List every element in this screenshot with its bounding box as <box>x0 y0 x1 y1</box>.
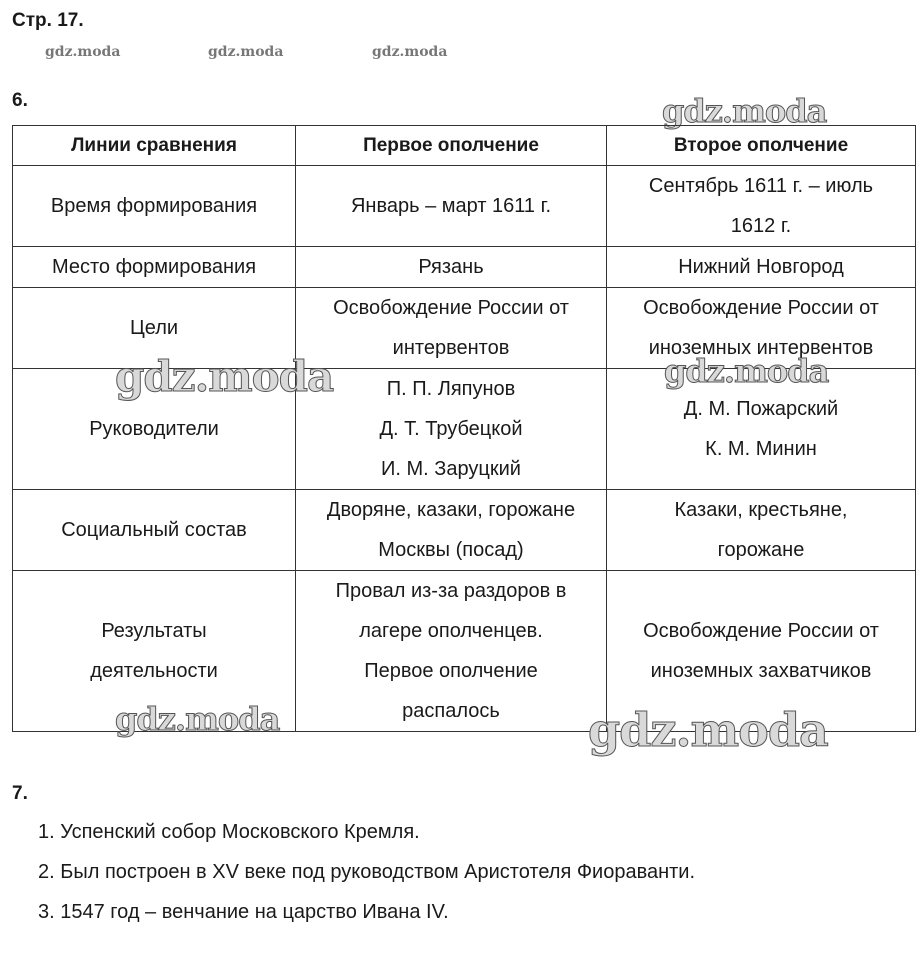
cell-text: Рязань <box>418 256 484 278</box>
cell-text: Д. М. Пожарский <box>683 398 839 420</box>
cell-text: Освобождение России от <box>333 297 569 319</box>
watermark: gdz.moda <box>115 352 334 401</box>
cell-text: Дворяне, казаки, горожане <box>326 499 576 521</box>
cell-text: деятельности <box>90 660 218 682</box>
cell-text: Сентябрь 1611 г. – июль <box>648 175 874 197</box>
cell-second <box>607 247 916 288</box>
watermark: gdz.moda <box>372 44 448 60</box>
cell-text: Москвы (посад) <box>378 539 524 561</box>
cell-text: К. М. Минин <box>705 438 817 460</box>
watermark: gdz.moda <box>208 44 284 60</box>
cell-text: П. П. Ляпунов <box>386 378 516 400</box>
page-label: Стр. 17. <box>12 10 84 31</box>
task7-answers <box>38 812 695 932</box>
column-header: Первое ополчение <box>296 126 607 166</box>
cell-text: распалось <box>402 700 500 722</box>
column-header: Линии сравнения <box>13 126 296 166</box>
cell-first <box>296 247 607 288</box>
cell-line <box>13 247 296 288</box>
watermark: gdz.moda <box>662 92 827 130</box>
cell-first <box>296 166 607 247</box>
cell-second <box>607 166 916 247</box>
cell-text: Освобождение России от <box>643 620 879 642</box>
cell-text: иноземных интервентов <box>648 337 874 359</box>
task7-number: 7. <box>12 783 28 804</box>
cell-text: 1612 г. <box>730 215 792 237</box>
watermark: gdz.moda <box>664 352 829 390</box>
cell-text: горожане <box>717 539 805 561</box>
cell-text: Время формирования <box>50 195 258 217</box>
answer-item: 2. Был построен в XV веке под руководством Аристотеля Фиораванти. <box>38 861 696 883</box>
table-row <box>13 247 916 288</box>
cell-text: Казаки, крестьяне, <box>674 499 848 521</box>
table-row <box>13 490 916 571</box>
cell-text: Социальный состав <box>61 519 247 541</box>
cell-text: Первое ополчение <box>364 660 538 682</box>
table-header-row <box>13 126 916 166</box>
cell-text: лагере ополченцев. <box>359 620 543 642</box>
cell-second <box>607 490 916 571</box>
task6-number: 6. <box>12 90 28 111</box>
cell-text: Место формирования <box>51 256 257 278</box>
cell-text: Освобождение России от <box>643 297 879 319</box>
cell-text: Руководители <box>89 418 219 440</box>
cell-first <box>296 288 607 369</box>
watermark: gdz.moda <box>115 700 280 738</box>
cell-text: Цели <box>129 317 179 339</box>
cell-first <box>296 490 607 571</box>
answer-item: 3. 1547 год – венчание на царство Ивана IV. <box>38 901 449 923</box>
watermark: gdz.moda <box>45 44 121 60</box>
cell-text: интервентов <box>392 337 510 359</box>
cell-text: иноземных захватчиков <box>650 660 872 682</box>
cell-first <box>296 369 607 490</box>
cell-line <box>13 166 296 247</box>
table-row <box>13 166 916 247</box>
comparison-table <box>12 125 916 732</box>
watermark: gdz.moda <box>588 703 828 757</box>
cell-text: И. М. Заруцкий <box>381 458 521 480</box>
cell-text: Нижний Новгород <box>678 256 844 278</box>
cell-text: Д. Т. Трубецкой <box>379 418 523 440</box>
cell-first <box>296 571 607 732</box>
cell-text: Январь – март 1611 г. <box>350 195 552 217</box>
cell-line <box>13 490 296 571</box>
column-header: Второе ополчение <box>607 126 916 166</box>
cell-text: Провал из-за раздоров в <box>335 580 567 602</box>
answer-item: 1. Успенский собор Московского Кремля. <box>38 821 420 843</box>
cell-text: Результаты <box>101 620 207 642</box>
